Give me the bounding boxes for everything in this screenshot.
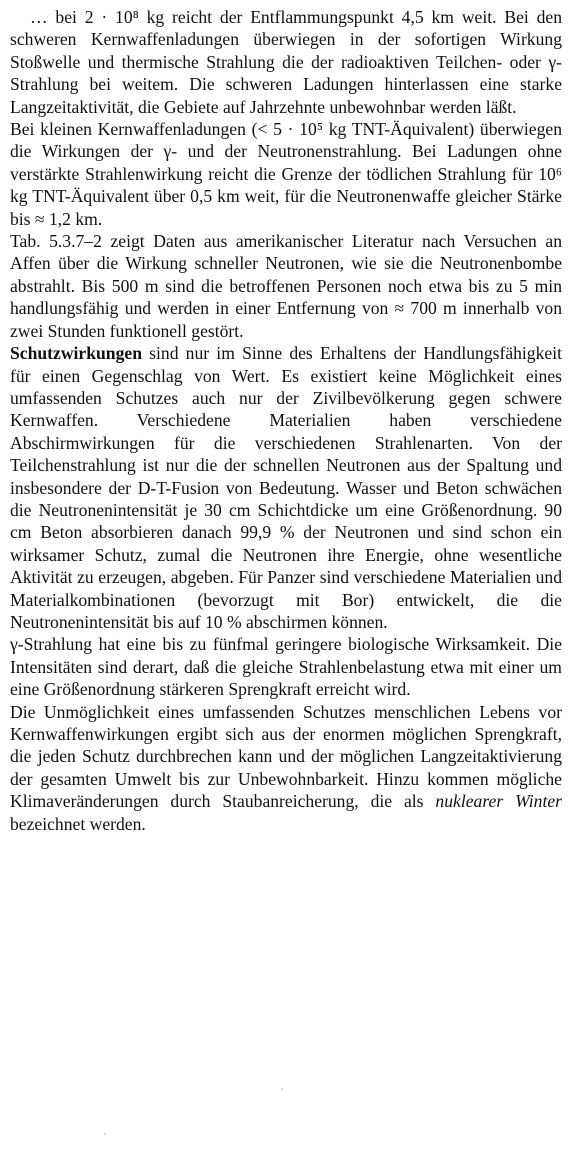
- paragraph-entflammung: [10, 6, 562, 118]
- paragraph-text: Die Unmöglichkeit eines umfassenden Schutzes menschlichen Lebens vor Kernwaffenwirkungen ergibt sich aus der enormen möglichen Sprengkraft, die jeden Schutz durchbrechen kann und der möglichen Langzeitaktivierung der gesamten Umwelt bis zur Unbewohnbarkeit. Hinzu kommen mögliche Klimaveränderungen durch Staubanreicherung, die als: [10, 701, 562, 812]
- paragraph-schutzwirkungen: [10, 342, 562, 633]
- paragraph-text: bezeichnet werden.: [10, 813, 146, 834]
- nuklearer-winter-term: nuklearer Winter: [435, 791, 562, 812]
- paragraph-text: sind nur im Sinne des Erhaltens der Handlungsfähigkeit für einen Gegenschlag von Wert. Es existiert keine Möglichkeit eines umfassenden Schutzes auch nur der Zivilbevölkerung gegen schwere Kernwaffen. Verschiedene Materialien haben verschiedene Abschirmwirkungen für die verschiedenen Strahlenarten. Von der Teilchenstrahlung ist nur die der schnellen Neutronen aus der Spaltung und insbesondere der D-T-Fusion von Bedeutung. Wasser und Beton schwächen die Neutronenintensität je 30 cm Schichtdicke um eine Größenordnung. 90 cm Beton absorbieren danach 99,9 % der Neutronen und sind schon ein wirksamer Schutz, zumal die Neutronen ihre Energie, ohne wesentliche Aktivität zu erzeugen, abgeben. Für Panzer sind verschiedene Materialien und Materialkombinationen (bevorzugt mit Bor) entwickelt, die die Neutronenintensität bis auf 10 % abschirmen können.: [10, 343, 562, 632]
- scan-speck: [104, 1133, 106, 1135]
- paragraph-text: … bei 2 · 10⁸ kg reicht der Entflammungspunkt 4,5 km weit. Bei den schweren Kernwaffenladungen überwiegen in der sofortigen Wirkung Stoßwelle und thermische Strahlung die der radioaktiven Teilchen- oder γ-Strahlung bei weitem. Die schweren Ladungen hinterlassen eine starke Langzeitaktivität, die Gebiete auf Jahrzehnte unbewohnbar werden läßt.: [10, 7, 562, 117]
- document-page: [10, 6, 562, 835]
- paragraph-gamma-strahlung: [10, 633, 562, 700]
- paragraph-text: Bei kleinen Kernwaffenladungen (< 5 · 10⁵ kg TNT-Äquivalent) überwiegen die Wirkungen der γ- und der Neutronenstrahlung. Bei Ladungen ohne verstärkte Strahlenwirkung reicht die Grenze der tödlichen Strahlung für 10⁶ kg TNT-Äquivalent über 0,5 km weit, für die Neutronenwaffe gleicher Stärke bis ≈ 1,2 km.: [10, 119, 562, 229]
- schutzwirkungen-heading: Schutzwirkungen: [10, 343, 142, 364]
- paragraph-unmoeglichkeit: [10, 701, 562, 835]
- paragraph-tabelle-neutronen: [10, 230, 562, 342]
- paragraph-text: Tab. 5.3.7–2 zeigt Daten aus amerikanischer Literatur nach Versuchen an Affen über die Wirkung schneller Neutronen, wie sie die Neutronenbombe abstrahlt. Bis 500 m sind die betroffenen Personen noch etwa bis zu 5 min handlungsfähig und werden in einer Entfernung von ≈ 700 m innerhalb von zwei Stunden funktionell gestört.: [10, 231, 562, 341]
- scan-speck: [281, 1088, 283, 1090]
- paragraph-kleine-ladungen: [10, 118, 562, 230]
- paragraph-text: γ-Strahlung hat eine bis zu fünfmal geringere biologische Wirksamkeit. Die Intensitäten sind derart, daß die gleiche Strahlenbelastung etwa mit einer um eine Größenordnung stärkeren Sprengkraft erreicht wird.: [10, 634, 562, 700]
